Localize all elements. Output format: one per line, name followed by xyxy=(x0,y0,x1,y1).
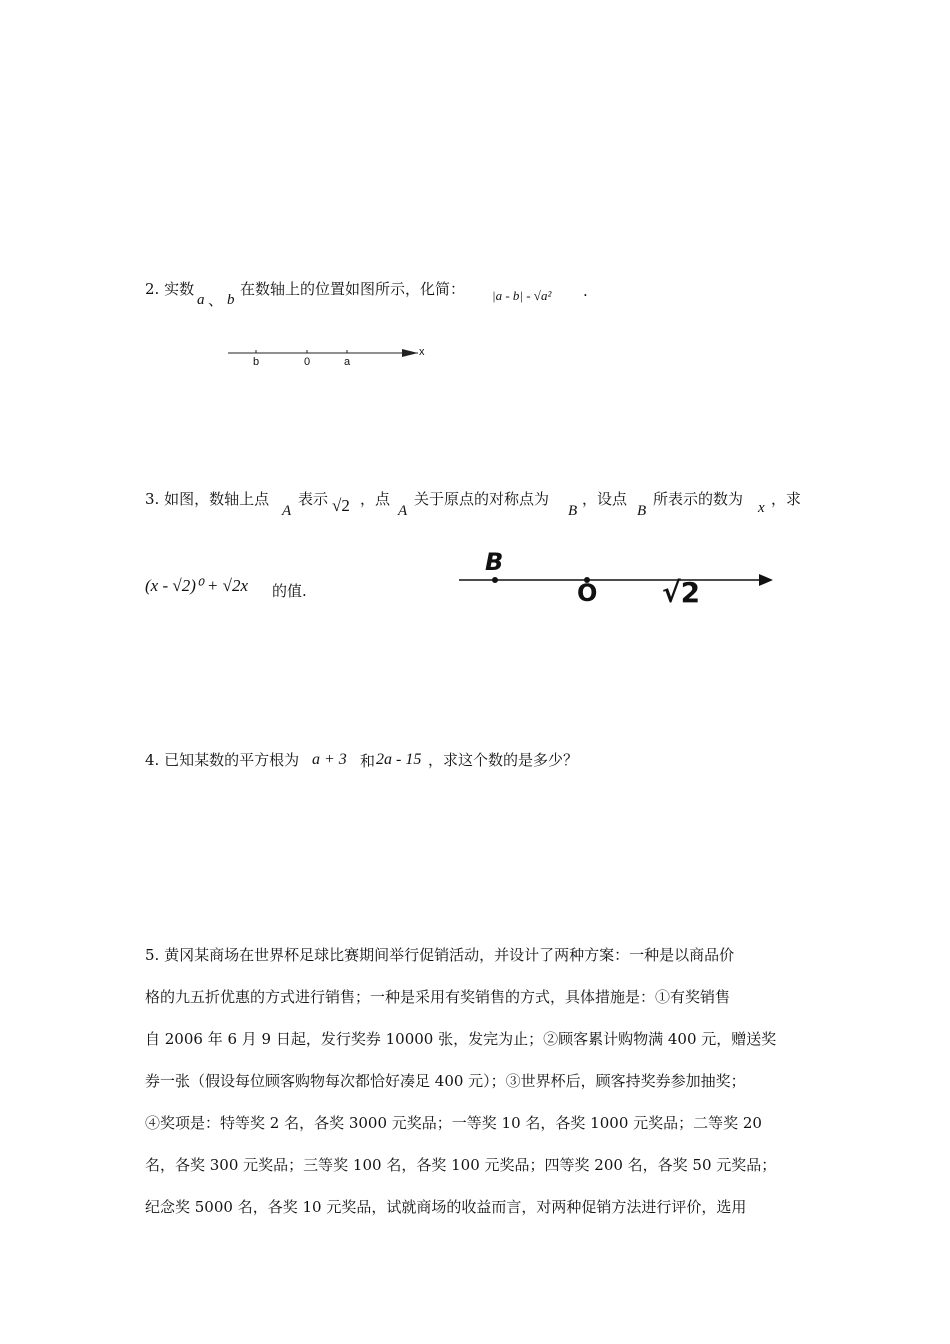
q3-var-x: x xyxy=(758,500,765,516)
q3-text-7: 的值. xyxy=(272,582,307,600)
q3-text-1: 表示 xyxy=(298,490,329,508)
q3-prefix: 3. 如图，数轴上点 xyxy=(145,490,270,508)
q2-axis-label-b: b xyxy=(253,356,260,368)
q3-text-6: ，求 xyxy=(771,490,802,508)
q2-var-a: a xyxy=(197,292,205,308)
q3-axis-label-B: B xyxy=(485,548,504,576)
q3-number-line xyxy=(455,560,785,610)
q3-point-B-2: B xyxy=(637,503,647,519)
q3-point-B: B xyxy=(568,503,578,519)
q2-text: 在数轴上的位置如图所示，化简： xyxy=(240,280,466,298)
q2-axis-label-x: x xyxy=(419,346,425,358)
q3-axis-label-O: O xyxy=(577,579,598,607)
q3-expression: (x - √2)⁰ + √2x xyxy=(145,576,249,595)
q3-text-2: ，点 xyxy=(360,490,391,508)
q4-expression-1: a + 3 xyxy=(312,751,347,768)
q2-expression: |a - b| - √a² xyxy=(492,288,552,303)
q2-axis-label-0: 0 xyxy=(304,356,311,368)
question-5 xyxy=(145,934,810,1228)
q2-prefix: 2. 实数 xyxy=(145,280,195,298)
q5-line: 券一张（假设每位顾客购物每次都恰好凑足 400 元）；③世界杯后，顾客持奖券参加抽奖； xyxy=(145,1072,746,1090)
q2-axis-label-a: a xyxy=(344,356,351,368)
q2-axis-arrow xyxy=(402,349,418,357)
q3-axis-label-sqrt2: √2 xyxy=(662,576,701,609)
q2-var-b: b xyxy=(227,292,235,308)
q3-text-3: 关于原点的对称点为 xyxy=(414,490,550,508)
q5-line: 格的九五折优惠的方式进行销售；一种是采用有奖销售的方式，具体措施是：①有奖销售 xyxy=(145,988,731,1006)
q4-expression-2: 2a - 15 xyxy=(376,751,422,768)
q2-sep: 、 xyxy=(208,291,224,309)
q3-text-4: ，设点 xyxy=(582,490,628,508)
q3-text-5: 所表示的数为 xyxy=(653,490,744,508)
q3-point-A: A xyxy=(282,503,292,519)
q3-axis-arrow xyxy=(759,574,773,586)
q2-end: . xyxy=(583,282,588,300)
q4-suffix: ，求这个数的是多少？ xyxy=(428,751,579,769)
q5-line: 自 2006 年 6 月 9 日起，发行奖券 10000 张，发完为止；②顾客累计购物满 400 元，赠送奖 xyxy=(145,1030,777,1048)
q3-point-A-2: A xyxy=(398,503,408,519)
q5-line: ④奖项是：特等奖 2 名，各奖 3000 元奖品；一等奖 10 名，各奖 1000 元奖品；二等奖 20 xyxy=(145,1114,762,1132)
q5-line: 名，各奖 300 元奖品；三等奖 100 名，各奖 100 元奖品；四等奖 200 名，各奖 50 元奖品； xyxy=(145,1156,777,1174)
q5-line: 纪念奖 5000 名，各奖 10 元奖品，试就商场的收益而言，对两种促销方法进行评价，选用 xyxy=(145,1198,747,1216)
q5-line: 5. 黄冈某商场在世界杯足球比赛期间举行促销活动，并设计了两种方案：一种是以商品价 xyxy=(145,946,735,964)
q3-point-B-dot xyxy=(492,577,498,583)
q3-sqrt2: √2 xyxy=(332,496,350,515)
q4-prefix: 4. 已知某数的平方根为 xyxy=(145,751,300,769)
q4-and: 和 xyxy=(360,752,376,770)
